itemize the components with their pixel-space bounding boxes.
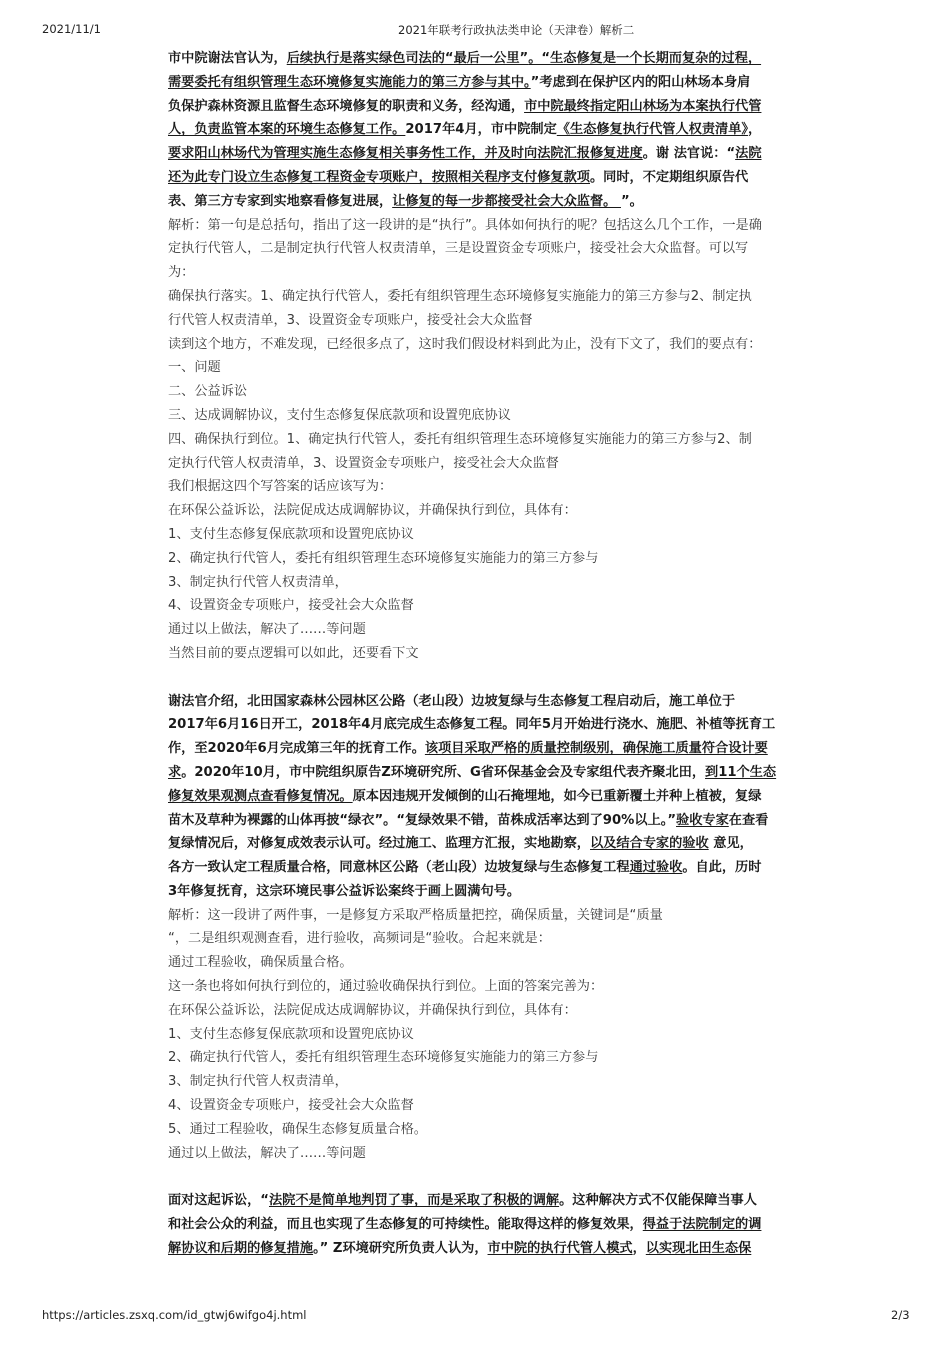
analysis-line: 4、设置资金专项账户，接受社会大众监督 bbox=[168, 1098, 414, 1114]
quote-line bbox=[168, 95, 786, 119]
analysis-line: 为： bbox=[168, 265, 195, 281]
analysis-line: 2、确定执行代管人，委托有组织管理生态环境修复实施能力的第三方参与 bbox=[168, 550, 599, 566]
text-segment: 谢法官介绍，北田国家森林公园林区公路（老山段）边坡复绿与生态修复工程启动后，施工单位于 bbox=[168, 693, 736, 709]
analysis-line: 定执行代管人权责清单，3、设置资金专项账户，接受社会大众监督 bbox=[168, 455, 559, 471]
quote-line bbox=[168, 47, 786, 71]
text-segment: 。自此，历时 bbox=[682, 860, 762, 876]
text-segment: 面对这起诉讼，“ bbox=[168, 1193, 269, 1209]
underlined-text: 后续执行是落实绿色司法的“最后一公里” bbox=[286, 51, 529, 66]
text-segment: ， bbox=[632, 1240, 646, 1256]
text-segment: 。这种解决方式不仅能保障当事人 bbox=[559, 1193, 757, 1209]
underlined-text: 《生态修复执行代管人权责清单》 bbox=[556, 122, 748, 138]
analysis-line: “，二是组织观测查看，进行验收，高频词是“验收。合起来就是： bbox=[168, 931, 551, 947]
quote-line bbox=[168, 1213, 786, 1237]
quote-line bbox=[168, 142, 786, 166]
analysis-line: 定执行代管人，二是制定执行代管人权责清单，三是设置资金专项账户，接受社会大众监督。可以写 bbox=[168, 241, 749, 257]
text-segment: 2017年4月，市中院制定 bbox=[405, 122, 557, 138]
text-segment: 作，至2020年6月完成第三年的抚育工作。 bbox=[168, 741, 425, 757]
paragraph-gap bbox=[168, 1165, 786, 1189]
underlined-text: 还为此专门设立生态修复工程资金专项账户，按照相关程序支付修复款项 bbox=[168, 169, 590, 185]
analysis-line: 行代管人权责清单，3、设置资金专项账户，接受社会大众监督 bbox=[168, 312, 533, 328]
text-segment: 负保护森林资源且监督生态环境修复的职责和义务，经沟通， bbox=[168, 98, 525, 114]
text-segment: 市中院谢法官认为， bbox=[168, 51, 287, 66]
text-segment: 2017年6月16日开工，2018年4月底完成生态修复工程。同年5月开始进行浇水、施肥、补植等抚育工 bbox=[168, 717, 776, 733]
analysis-line: 解析：第一句是总括句，指出了这一段讲的是“执行”。具体如何执行的呢？包括这么几个工作，一是确 bbox=[168, 217, 762, 233]
quote-line bbox=[168, 690, 786, 714]
analysis-line: 通过以上做法，解决了……等问题 bbox=[168, 622, 366, 638]
text-segment: 3年修复抚育，这宗环境民事公益诉讼案终于画上圆满句号。 bbox=[168, 883, 521, 899]
quote-line bbox=[168, 1189, 786, 1213]
analysis-line: 一、问题 bbox=[168, 360, 221, 376]
quote-line bbox=[168, 713, 786, 737]
analysis-line: 1、支付生态修复保底款项和设置兜底协议 bbox=[168, 1026, 414, 1042]
quote-line bbox=[168, 761, 786, 785]
analysis-line: 通过工程验收，确保质量合格。 bbox=[168, 955, 353, 971]
analysis-line: 我们根据这四个写答案的话应该写为： bbox=[168, 479, 393, 495]
underlined-text: 人，负责监管本案的环境生态修复工作。 bbox=[168, 122, 406, 138]
analysis-line: 通过以上做法，解决了……等问题 bbox=[168, 1145, 366, 1161]
text-segment: 各方一致认定工程质量合格，同意林区公路（老山段）边坡复绿与生态修复工程 bbox=[168, 860, 630, 876]
text-segment: 意见， bbox=[708, 836, 753, 852]
analysis-line: 4、设置资金专项账户，接受社会大众监督 bbox=[168, 598, 414, 614]
text-segment: ”。 bbox=[620, 193, 643, 209]
analysis-line: 3、制定执行代管人权责清单， bbox=[168, 1074, 348, 1090]
analysis-line: 当然目前的要点逻辑可以如此，还要看下文 bbox=[168, 645, 419, 661]
text-segment: ”考虑到在保护区内的阳山林场本身肩 bbox=[530, 74, 751, 90]
analysis-line: 四、确保执行到位。1、确定执行代管人，委托有组织管理生态环境修复实施能力的第三方参与2、制 bbox=[168, 431, 752, 447]
text-segment: 苗木及草种为裸露的山体再披“绿衣”。“复绿效果不错，苗株成活率达到了90%以上。” bbox=[168, 812, 677, 828]
text-segment: 在查看 bbox=[728, 812, 769, 828]
underlined-text: 到11个生态 bbox=[705, 764, 777, 780]
analysis-line: 这一条也将如何执行到位的，通过验收确保执行到位。上面的答案完善为： bbox=[168, 979, 604, 995]
underlined-text: 该项目采取严格的质量控制级别，确保施工质量符合设计要 bbox=[424, 741, 768, 757]
analysis-line: 确保执行落实。1、确定执行代管人，委托有组织管理生态环境修复实施能力的第三方参与2、制定执 bbox=[168, 288, 752, 304]
analysis-line: 在环保公益诉讼，法院促成达成调解协议，并确保执行到位，具体有： bbox=[168, 503, 577, 519]
text-segment: ， bbox=[747, 122, 762, 138]
quote-line bbox=[168, 166, 786, 190]
underlined-text: 验收专家 bbox=[676, 812, 729, 828]
header-date: 2021/11/1 bbox=[42, 22, 101, 36]
quote-line bbox=[168, 190, 786, 214]
analysis-line: 1、支付生态修复保底款项和设置兜底协议 bbox=[168, 526, 414, 542]
analysis-line: 3、制定执行代管人权责清单， bbox=[168, 574, 348, 590]
quote-line bbox=[168, 1237, 786, 1261]
quote-line bbox=[168, 71, 786, 95]
quote-line bbox=[168, 809, 786, 833]
underlined-text: 市中院最终指定阳山林场为本案执行代管 bbox=[524, 98, 762, 114]
underlined-text: 解协议和后期的修复措施 bbox=[168, 1240, 314, 1256]
text-segment: 表、第三方专家到实地察看修复进展， bbox=[168, 193, 393, 209]
underlined-text: 让修复的每一步都接受社会大众监督。 bbox=[392, 193, 621, 209]
analysis-line: 2、确定执行代管人，委托有组织管理生态环境修复实施能力的第三方参与 bbox=[168, 1050, 599, 1066]
header-title: 2021年联考行政执法类申论（天津卷）解析二 bbox=[398, 23, 635, 37]
footer-url: https://articles.zsxq.com/id_gtwj6wifgo4j.html bbox=[42, 1308, 307, 1322]
underlined-text: 。“生态修复是一个长期而复杂的过程， bbox=[528, 51, 762, 66]
underlined-text: 市中院的执行代管人模式 bbox=[487, 1240, 633, 1256]
quote-line bbox=[168, 880, 786, 904]
underlined-text: 修复效果观测点查看修复情况。 bbox=[168, 788, 353, 804]
quote-line bbox=[168, 737, 786, 761]
analysis-line: 读到这个地方，不难发现，已经很多点了，这时我们假设材料到此为止，没有下文了，我们的要点有： bbox=[168, 336, 762, 352]
underlined-text: 得益于法院制定的调 bbox=[642, 1217, 762, 1233]
underlined-text: 求 bbox=[168, 764, 182, 780]
underlined-text: 以实现北田生态保 bbox=[645, 1240, 752, 1256]
quote-line bbox=[168, 785, 786, 809]
analysis-line: 解析：这一段讲了两件事，一是修复方采取严格质量把控，确保质量，关键词是“质量 bbox=[168, 907, 663, 923]
quote-line bbox=[168, 832, 786, 856]
underlined-text: 法院不是简单地判罚了事，而是采取了积极的调解 bbox=[268, 1193, 560, 1209]
text-segment: 。同时，不定期组织原告代 bbox=[590, 169, 749, 185]
underlined-text: 需要委托有组织管理生态环境修复实施能力的第三方参与其中。 bbox=[168, 74, 531, 90]
analysis-line: 三、达成调解协议，支付生态修复保底款项和设置兜底协议 bbox=[168, 407, 511, 423]
analysis-line: 二、公益诉讼 bbox=[168, 384, 248, 400]
quote-line bbox=[168, 118, 786, 142]
underlined-text: 以及结合专家的验收 bbox=[590, 836, 709, 852]
analysis-line: 5、通过工程验收，确保生态修复质量合格。 bbox=[168, 1121, 427, 1137]
text-segment: 和社会公众的利益，而且也实现了生态修复的可持续性。能取得这样的修复效果， bbox=[168, 1217, 643, 1233]
analysis-line: 在环保公益诉讼，法院促成达成调解协议，并确保执行到位，具体有： bbox=[168, 1002, 577, 1018]
footer-page-number: 2/3 bbox=[891, 1308, 910, 1322]
quote-line bbox=[168, 856, 786, 880]
article-body bbox=[168, 47, 786, 1261]
underlined-text: 要求阳山林场代为管理实施生态修复相关事务性工作，并及时向法院汇报修复进度 bbox=[168, 146, 643, 162]
text-segment: 。2020年10月，市中院组织原告Z环境研究所、G省环保基金会及专家组代表齐聚北田， bbox=[181, 764, 706, 780]
text-segment: 。谢 法官说：“ bbox=[642, 146, 736, 162]
text-segment: 原本因违规开发倾倒的山石掩埋地，如今已重新覆土并种上植被，复绿 bbox=[352, 788, 762, 804]
text-segment: 复绿情况后，对修复成效表示认可。经过施工、监理方汇报，实地勘察， bbox=[168, 836, 590, 852]
paragraph-gap bbox=[168, 666, 786, 690]
underlined-text: 法院 bbox=[735, 146, 762, 162]
underlined-text: 通过验收 bbox=[629, 860, 683, 876]
text-segment: 。” Z环境研究所负责人认为， bbox=[313, 1240, 488, 1256]
